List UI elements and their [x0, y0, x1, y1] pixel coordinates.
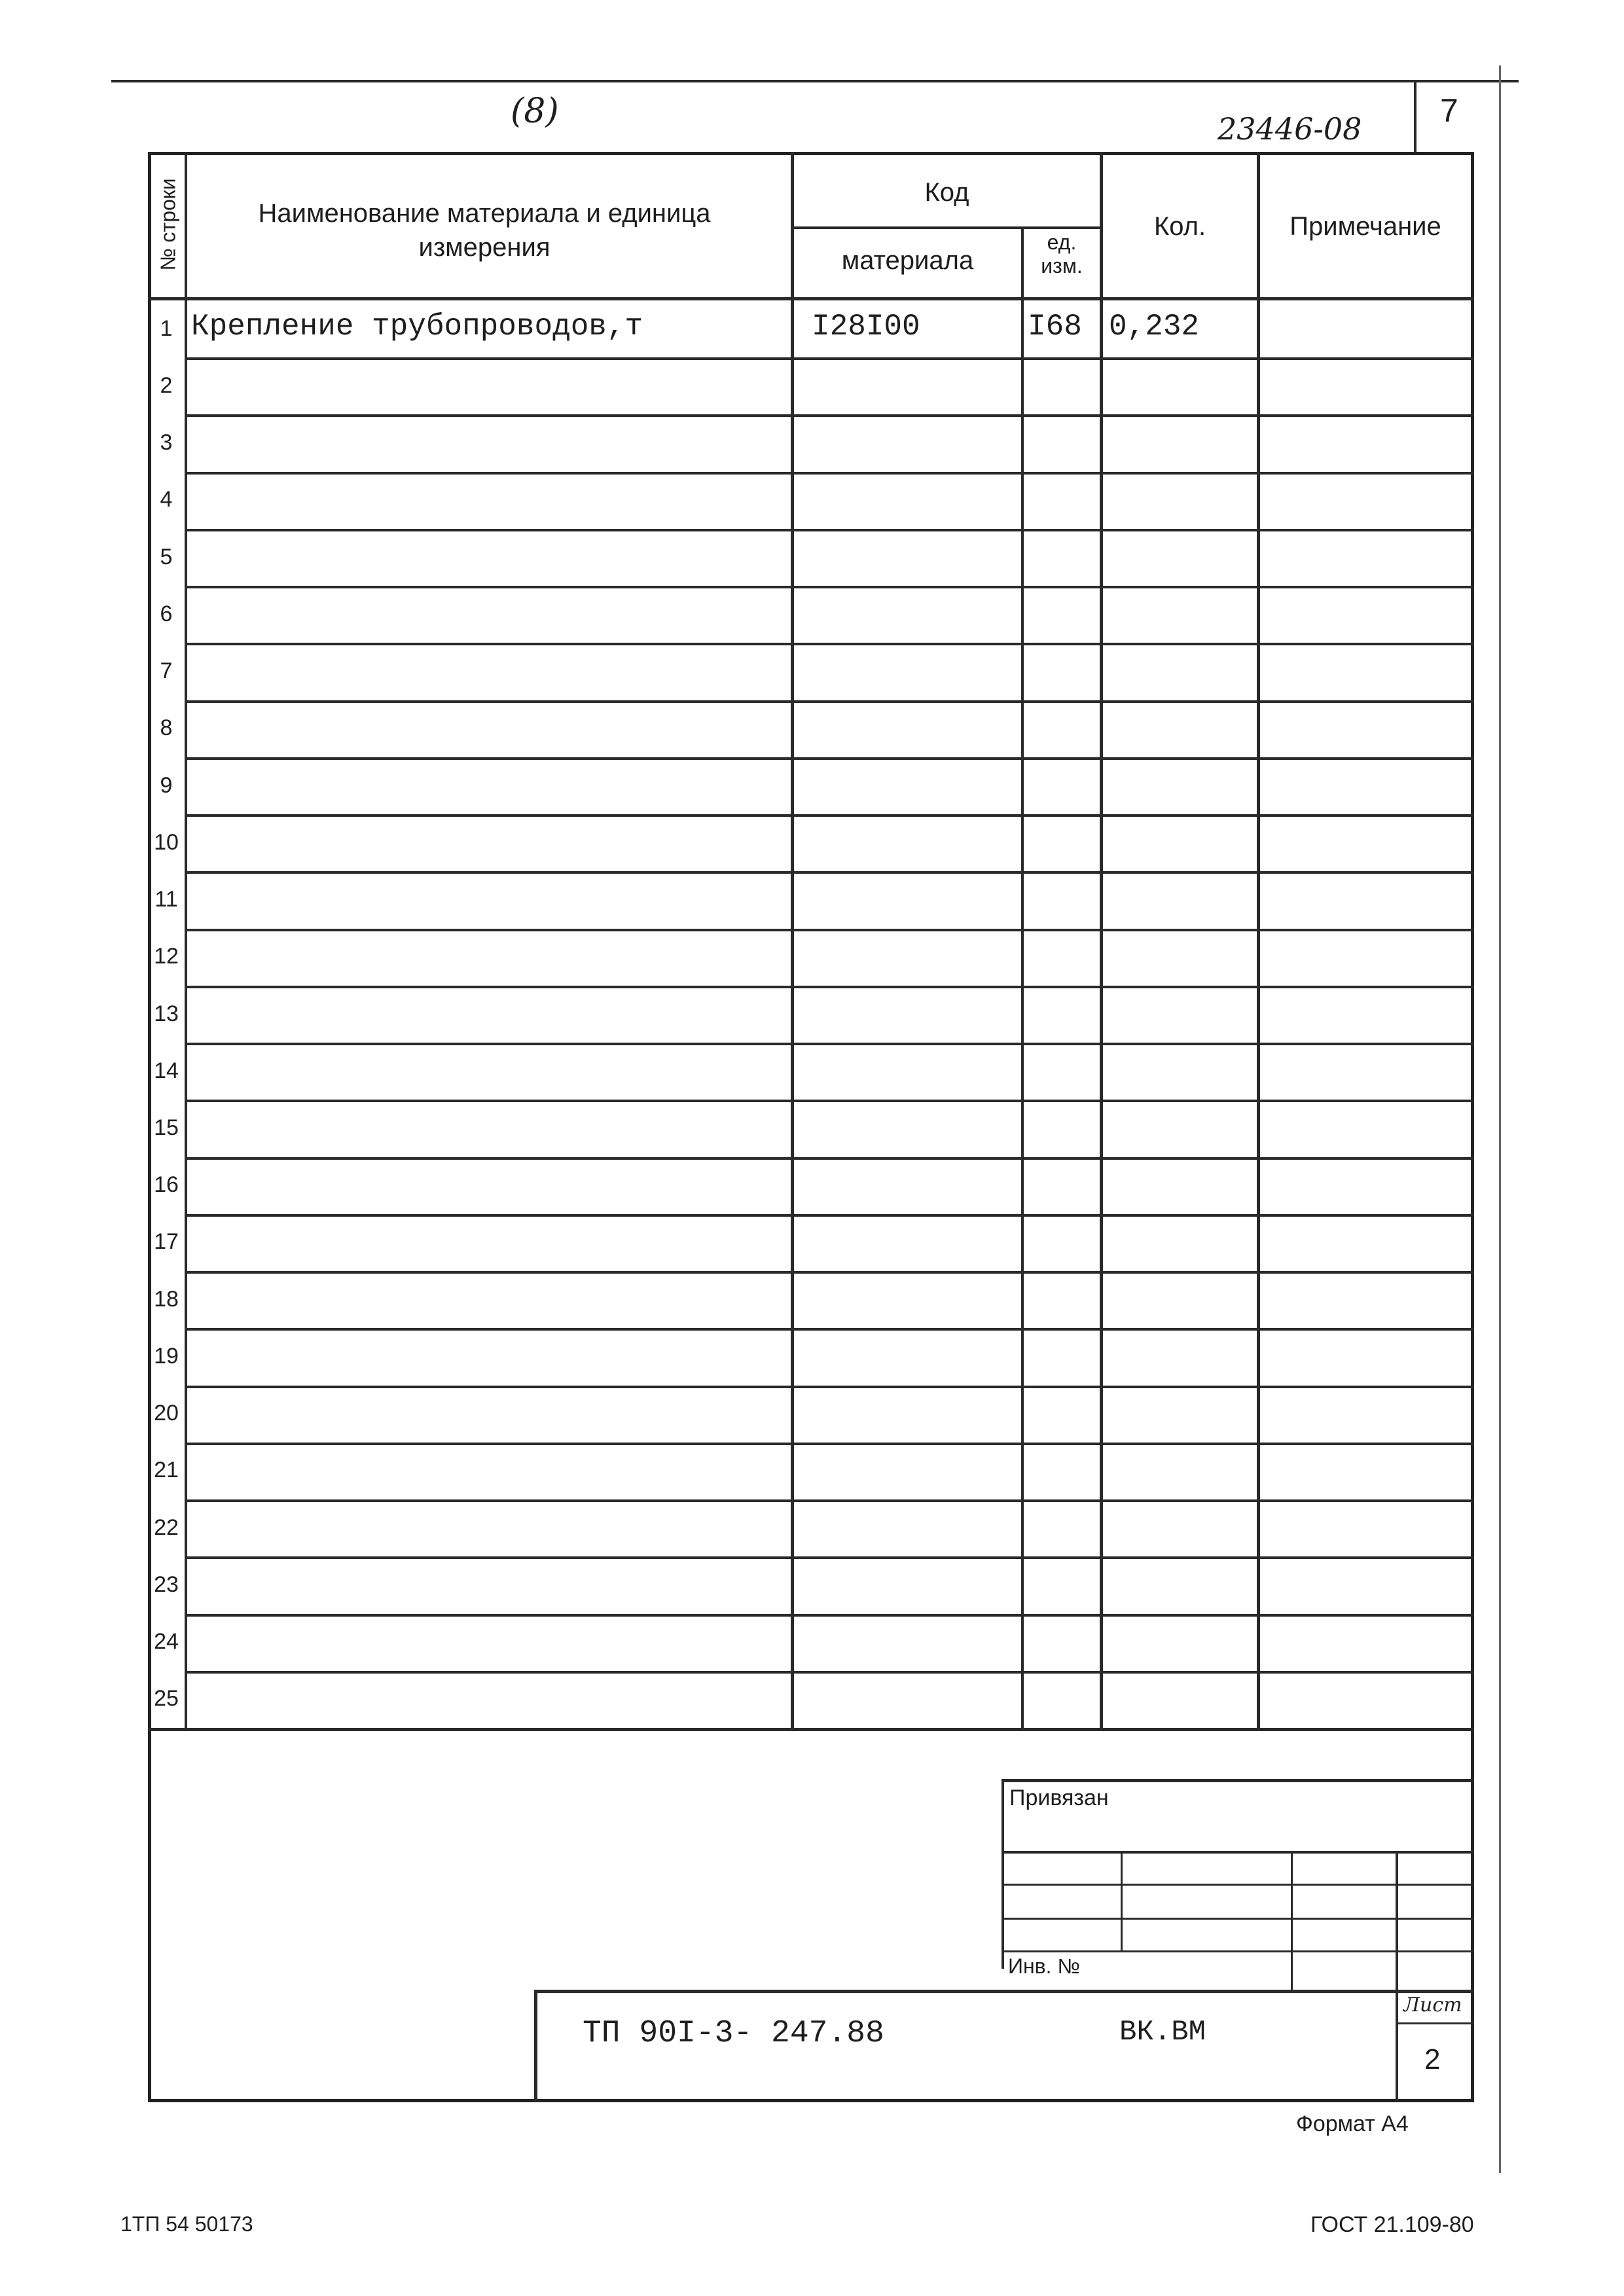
header-row-number: № строки: [156, 178, 180, 271]
row-number: 19: [154, 1343, 179, 1369]
row-divider: [185, 700, 1474, 703]
table-row: [148, 1443, 1474, 1499]
row-divider: [185, 1556, 1474, 1559]
row-number: 25: [154, 1686, 179, 1712]
row-divider: [185, 357, 1474, 360]
row-divider: [185, 529, 1474, 531]
row-number: 4: [160, 487, 173, 512]
stamp-line-4: [1001, 1950, 1474, 1952]
sheet-cell-line: [1396, 2022, 1474, 2024]
row-number: 3: [160, 430, 173, 456]
header-note: Примечание: [1290, 212, 1441, 241]
row-number: 2: [160, 372, 173, 398]
row-divider: [185, 986, 1474, 988]
row-number: 13: [154, 1001, 179, 1026]
designation-top-line: [534, 1990, 1474, 1993]
header-name: Наименование материала и единица измерения: [258, 199, 711, 262]
row-divider: [185, 1100, 1474, 1102]
stamp-col-3: [1396, 1851, 1398, 2102]
row-number: 18: [154, 1286, 179, 1312]
row-number: 22: [154, 1515, 179, 1540]
table-row: [148, 529, 1474, 586]
row-divider: [185, 871, 1474, 874]
row-divider: [185, 1443, 1474, 1445]
inventory-number-label: Инв. №: [1008, 1954, 1080, 1978]
table-row: [148, 472, 1474, 529]
row-divider: [185, 929, 1474, 931]
table-row: [148, 586, 1474, 643]
stamp-col-1: [1121, 1851, 1123, 1950]
table-row: [148, 1671, 1474, 1728]
stamp-line-2: [1001, 1884, 1474, 1886]
row-number: 20: [154, 1401, 179, 1426]
row-number: 5: [160, 544, 173, 569]
table-row: [148, 1614, 1474, 1671]
table-row: [148, 1328, 1474, 1385]
row-number: 10: [154, 829, 179, 855]
row-number: 1: [160, 315, 173, 341]
stamp-col-2: [1291, 1851, 1293, 1992]
row-divider: [185, 1328, 1474, 1331]
designation-left-line: [534, 1990, 537, 2102]
material-name-cell: Крепление трубопроводов,т: [191, 309, 643, 344]
code-subheader-line: [791, 226, 1101, 229]
sheet-number: 2: [1424, 2043, 1441, 2075]
row-number: 17: [154, 1229, 179, 1255]
table-row: [148, 1386, 1474, 1443]
table-row: [148, 1157, 1474, 1214]
table-bottom-line: [148, 1728, 1474, 1731]
row-divider: [185, 643, 1474, 645]
row-number: 7: [160, 658, 173, 684]
designation-text: ТП 90I-3- 247.88: [583, 2016, 884, 2051]
table-row: [148, 814, 1474, 871]
row-divider: [185, 1043, 1474, 1045]
row-divider: [185, 1614, 1474, 1617]
row-number: 14: [154, 1058, 179, 1083]
row-divider: [185, 1671, 1474, 1674]
row-number: 11: [154, 887, 178, 912]
stamp-line-3: [1001, 1918, 1474, 1920]
table-row: [148, 700, 1474, 757]
drawing-code: ВК.ВМ: [1119, 2016, 1206, 2049]
material-code-cell: I28I00: [812, 309, 920, 344]
header-code-material: материала: [841, 246, 974, 275]
row-divider: [185, 814, 1474, 817]
row-divider: [185, 1386, 1474, 1388]
header-code-unit: ед. изм.: [1041, 230, 1083, 278]
row-number: 8: [160, 715, 173, 741]
row-number: 15: [154, 1115, 179, 1140]
table-row: [148, 1214, 1474, 1271]
row-divider: [185, 1499, 1474, 1502]
row-divider: [185, 472, 1474, 475]
stamp-top-line: [1001, 1779, 1474, 1782]
table-row: [148, 1556, 1474, 1613]
table-row: [148, 1100, 1474, 1157]
copy-number: (8): [511, 92, 559, 131]
table-row: [148, 1043, 1474, 1100]
row-number: 24: [154, 1629, 179, 1655]
stamp-left-line: [1001, 1779, 1004, 1969]
linked-label: Привязан: [1009, 1785, 1109, 1810]
row-number: 9: [160, 772, 173, 798]
row-divider: [185, 1214, 1474, 1217]
row-divider: [185, 1271, 1474, 1274]
document-number: 23446-08: [1218, 111, 1362, 147]
gost-standard: ГОСТ 21.109-80: [1310, 2212, 1474, 2237]
header-code: Код: [924, 178, 969, 207]
format-label: Формат А4: [1296, 2111, 1409, 2136]
table-row: [148, 871, 1474, 928]
row-number: 12: [154, 944, 179, 969]
quantity-cell: 0,232: [1109, 309, 1200, 344]
table-row: [148, 357, 1474, 414]
table-row: [148, 643, 1474, 700]
unit-code-cell: I68: [1028, 309, 1082, 344]
table-row: [148, 414, 1474, 471]
row-divider: [185, 414, 1474, 417]
sheet-corner-number: 7: [1440, 92, 1458, 129]
table-row: [148, 757, 1474, 814]
table-row: [148, 1499, 1474, 1556]
right-edge-rule: [1499, 65, 1501, 2173]
top-rule: [111, 80, 1519, 82]
table-row: [148, 929, 1474, 986]
table-row: [148, 986, 1474, 1043]
row-number: 21: [154, 1458, 179, 1483]
header-quantity: Кол.: [1153, 212, 1206, 241]
row-number: 16: [154, 1172, 179, 1198]
stamp-line-1: [1001, 1851, 1474, 1854]
row-number: 23: [154, 1571, 179, 1597]
sheet-label: Лист: [1403, 1994, 1462, 2017]
row-divider: [185, 757, 1474, 760]
sheet-corner-divider: [1414, 80, 1416, 153]
archive-code: 1ТП 54 50173: [120, 2212, 253, 2236]
row-divider: [185, 1157, 1474, 1160]
row-divider: [185, 586, 1474, 588]
row-number: 6: [160, 601, 173, 626]
table-row: [148, 1271, 1474, 1328]
